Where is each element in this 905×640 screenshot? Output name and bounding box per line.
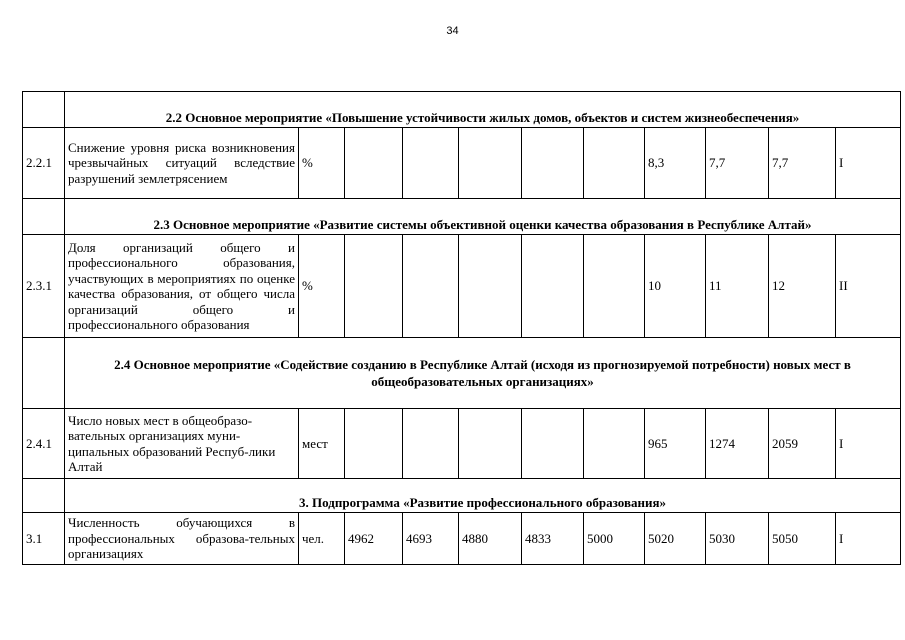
value-cell: 965 [645, 409, 706, 479]
value-cell [584, 235, 645, 338]
value-cell: 4880 [459, 513, 522, 565]
value-cell [345, 409, 403, 479]
value-cell [345, 128, 403, 199]
row-unit: мест [299, 409, 345, 479]
value-cell: 11 [706, 235, 769, 338]
value-cell: 2059 [769, 409, 836, 479]
value-cell [403, 409, 459, 479]
value-cell: 4962 [345, 513, 403, 565]
section-header-row [23, 92, 901, 128]
row-unit: % [299, 128, 345, 199]
row-description: Численность обучающихся в профессиональных образова-тельных организациях [65, 513, 299, 565]
row-code: 2.4.1 [23, 409, 65, 479]
value-cell [584, 409, 645, 479]
value-cell: 8,3 [645, 128, 706, 199]
row-description: Число новых мест в общеобразо-вательных организациях муни-ципальных образований Респуб-лики Алтай [65, 409, 299, 479]
section-header: 2.3 Основное мероприятие «Развитие системы объективной оценки качества образования в Республике Алтай» [65, 199, 901, 235]
value-cell: 7,7 [769, 128, 836, 199]
row-unit: чел. [299, 513, 345, 565]
value-cell: 12 [769, 235, 836, 338]
value-cell [584, 128, 645, 199]
table-row [23, 409, 901, 479]
row-code: 2.2.1 [23, 128, 65, 199]
value-cell [459, 409, 522, 479]
value-cell: 5020 [645, 513, 706, 565]
section-header: 2.2 Основное мероприятие «Повышение устойчивости жилых домов, объектов и систем жизнеобеспечения» [65, 92, 901, 128]
value-cell [522, 235, 584, 338]
value-cell [459, 128, 522, 199]
value-cell [345, 235, 403, 338]
row-code: 2.3.1 [23, 235, 65, 338]
value-cell: 7,7 [706, 128, 769, 199]
row-category: I [836, 513, 901, 565]
table-row [23, 513, 901, 565]
table-row [23, 128, 901, 199]
value-cell: 10 [645, 235, 706, 338]
value-cell [522, 409, 584, 479]
section-header: 3. Подпрограмма «Развитие профессионального образования» [65, 479, 901, 513]
value-cell: 5000 [584, 513, 645, 565]
value-cell [522, 128, 584, 199]
table-row [23, 235, 901, 338]
row-category: II [836, 235, 901, 338]
value-cell: 4693 [403, 513, 459, 565]
row-category: I [836, 409, 901, 479]
row-category: I [836, 128, 901, 199]
row-unit: % [299, 235, 345, 338]
value-cell: 1274 [706, 409, 769, 479]
value-cell: 5030 [706, 513, 769, 565]
section-header: 2.4 Основное мероприятие «Содействие созданию в Республике Алтай (исходя из прогнозируемой потребности) новых мест в общеобразовательных организациях» [65, 338, 901, 409]
section-header-row [23, 338, 901, 409]
empty-code-cell [23, 338, 65, 409]
value-cell [459, 235, 522, 338]
empty-code-cell [23, 92, 65, 128]
value-cell [403, 235, 459, 338]
page-number: 34 [446, 25, 459, 37]
row-description: Доля организаций общего и профессионального образования, участвующих в мероприятиях по оценке качества образования, от общего числа организаций общего и профессионального образования [65, 235, 299, 338]
empty-code-cell [23, 479, 65, 513]
value-cell: 5050 [769, 513, 836, 565]
value-cell: 4833 [522, 513, 584, 565]
value-cell [403, 128, 459, 199]
row-code: 3.1 [23, 513, 65, 565]
row-description: Снижение уровня риска возникновения чрезвычайных ситуаций вследствие разрушений землетрясением [65, 128, 299, 199]
section-header-row [23, 479, 901, 513]
indicators-table [22, 91, 901, 565]
empty-code-cell [23, 199, 65, 235]
section-header-row [23, 199, 901, 235]
